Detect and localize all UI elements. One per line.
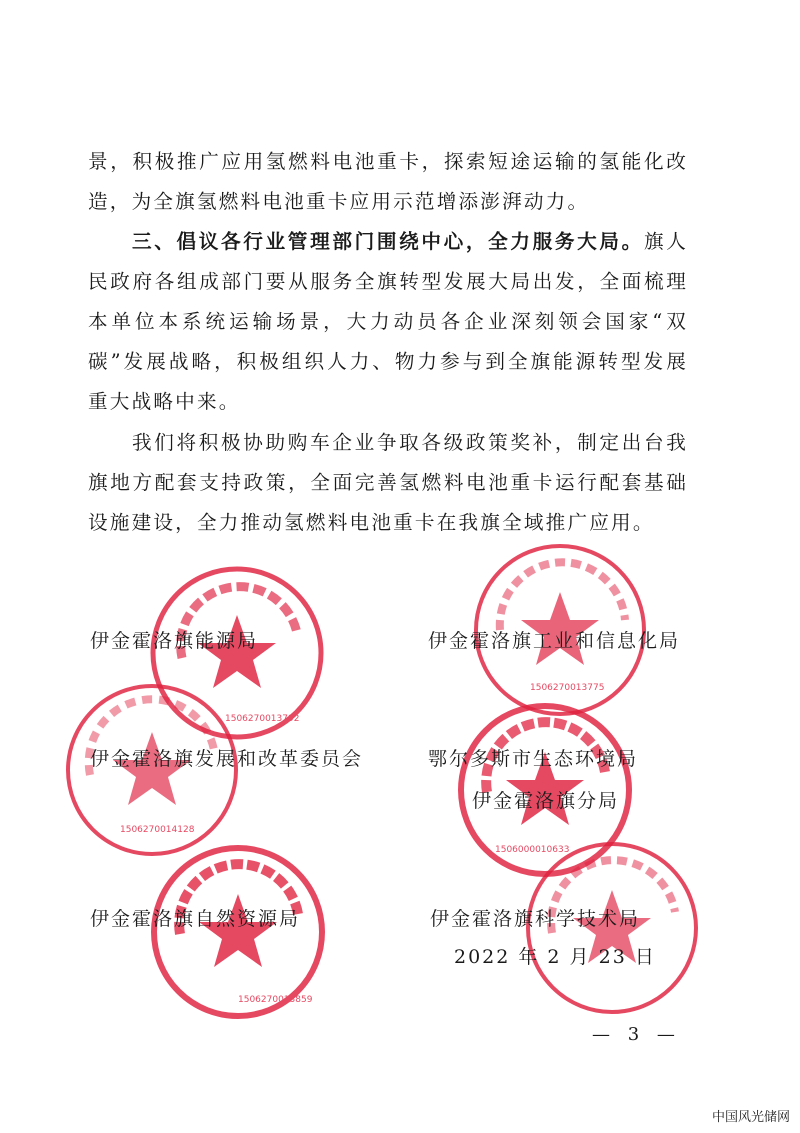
paragraph-1: 景，积极推广应用氢燃料电池重卡，探索短途运输的氢能化改造，为全旗氢燃料电池重卡应用示范增添澎湃动力。 <box>88 150 688 213</box>
seal-natural-resources-bureau <box>148 842 328 1022</box>
seal-icon <box>148 842 328 1022</box>
section-heading: 三、倡议各行业管理部门围绕中心，全力服务大局。 <box>132 230 644 253</box>
seal-code-development: 1506270014128 <box>120 825 195 835</box>
paragraph-2 <box>88 222 688 422</box>
seal-code-ecology: 1506000010633 <box>495 845 570 855</box>
signatory-science-tech: 伊金霍洛旗科学技术局 <box>430 908 641 930</box>
seal-code-natural: 1506270013859 <box>238 995 313 1005</box>
paragraph-2-text: 旗人民政府各组成部门要从服务全旗转型发展大局出发，全面梳理本单位本系统运输场景，大力动员各企业深刻领会国家“双碳”发展战略，积极组织人力、物力参与到全旗能源转型发展重大战略中来。 <box>88 230 688 413</box>
signatory-development-reform: 伊金霍洛旗发展和改革委员会 <box>90 748 364 770</box>
seal-code-industry: 1506270013775 <box>530 683 605 693</box>
signatory-energy: 伊金霍洛旗能源局 <box>90 630 259 652</box>
watermark: 中国风光储网 <box>711 1110 790 1125</box>
seal-code-energy: 1506270013792 <box>225 714 300 724</box>
document-date: 2022 年 2 月 23 日 <box>454 946 656 968</box>
signatory-ecology-line2: 伊金霍洛旗分局 <box>472 790 620 812</box>
signatory-natural-resources: 伊金霍洛旗自然资源局 <box>90 908 301 930</box>
signatory-ecology-line1: 鄂尔多斯市生态环境局 <box>428 748 639 770</box>
signatory-industry-it: 伊金霍洛旗工业和信息化局 <box>428 630 681 652</box>
page-number: — 3 — <box>592 1024 681 1045</box>
paragraph-3: 我们将积极协助购车企业争取各级政策奖补，制定出台我旗地方配套支持政策，全面完善氢燃料电池重卡运行配套基础设施建设，全力推动氢燃料电池重卡在我旗全域推广应用。 <box>88 431 688 534</box>
